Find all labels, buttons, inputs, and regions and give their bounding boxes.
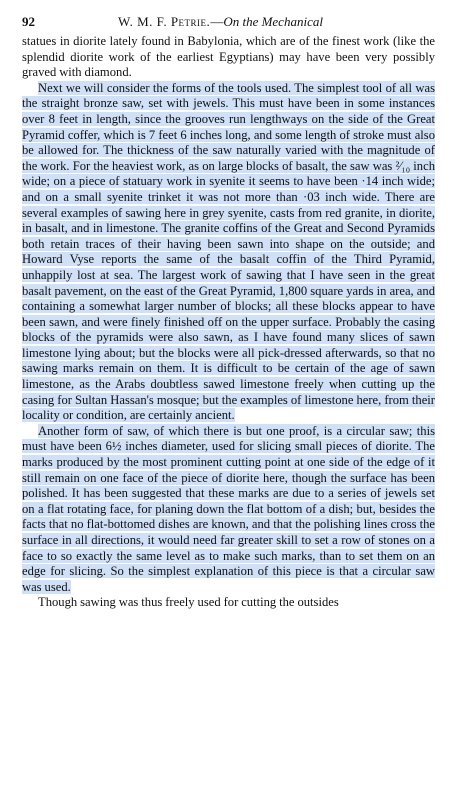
paragraph-text: statues in diorite lately found in Babylonia, which are of the finest work (like the splendid diorite work of the earliest Egyptians) may have been very possibly graved with diamond. [22,34,435,80]
highlighted-text: Next we will consider the forms of the tools used. The simplest tool of all was the straight bronze saw, set with jewels. This must have been in some instances over 8 feet in length, since the grooves run lengthways on the side of the Great Pyramid coffer, which is 7 feet 6 inches long, and some length of stroke must also be allowed for. The thickness of the saw naturally varied with the magnitude of the work. For the heaviest work, as on large blocks of basalt, the saw was ²⁄₁₀ inch wide; on a piece of statuary work in syenite it seems to have been ·14 inch wide; and on a small syenite trinket it was not more than ·03 inch wide. There are several examples of sawing here in grey syenite, casts from red granite, in diorite, in basalt, and in limestone. The granite coffins of the Great and Second Pyramids both retain traces of their having been sawn into shape on the outside; and Howard Vyse reports the same of the basalt coffin of the Third Pyramid, unhappily lost at sea. The largest work of sawing that I have seen in the great basalt pavement, on the east of the Great Pyramid, 1,800 square yards in area, and containing a somewhat larger number of blocks; all these blocks appear to have been sawn, and were finely finished off on the upper surface. Probably the casing blocks of the pyramids were also sawn, as I have found many slices of sawn limestone lying about; but the blocks were all pick-dressed afterwards, so that no sawing marks remain on them. It is difficult to be certain of the age of sawn limestone, as the Arabs doubtless sawed limestone freely when cutting up the casing for Sultan Hassan's mosque; but the examples of limestone here, from their locality or condition, are certainly ancient. [22,80,435,423]
author-name: W. M. F. Petrie. [118,14,211,29]
body-text [22,34,435,611]
work-title: On the Mechanical [223,14,323,29]
running-header [22,12,435,34]
running-title [118,14,323,30]
title-separator: — [210,14,224,29]
paragraph-next [22,595,435,611]
highlighted-text: Another form of saw, of which there is but one proof, is a circular saw; this must have been 6½ inches diameter, used for slicing small pieces of diorite. The marks produced by the most prominent cutting point at one side of the edge of it still remain on one face of the piece of diorite here, though the surface has been polished. It has been suggested that these marks are due to a series of jewels set on a flat rotating face, for planing down the flat bottom of a dish; but, besides the facts that no flat-bottomed dishes are known, and that the polishing lines cross the surface in all directions, it would need far greater skill to set a row of stones on a face to so exactly the same level as to make such marks, than to set them on an edge for slicing. So the simplest explanation of this piece is that a circular saw was used. [22,423,435,594]
paragraph-saws [22,81,435,424]
paragraph-continuation [22,34,435,81]
paragraph-circular-saw [22,424,435,596]
paragraph-text: Though sawing was thus freely used for cutting the outsides [38,595,339,610]
page-number: 92 [22,14,35,29]
